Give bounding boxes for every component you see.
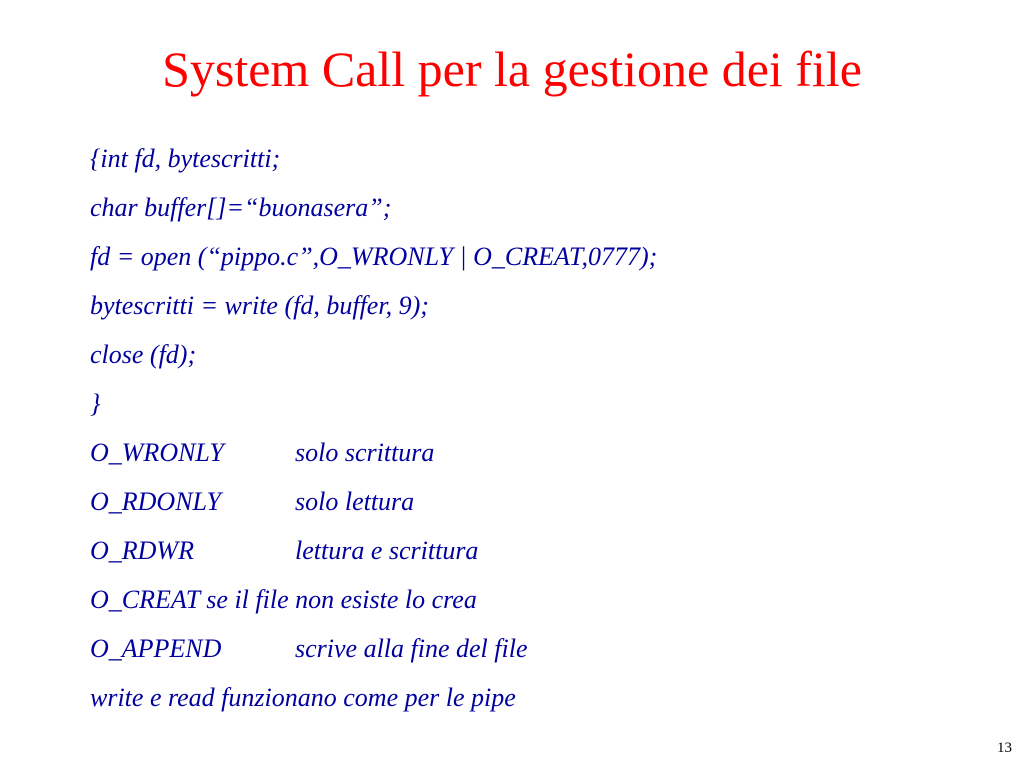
- closing-note: write e read funzionano come per le pipe: [90, 683, 516, 712]
- flag-row: [90, 477, 990, 526]
- flag-description: scrive alla fine del file: [295, 634, 528, 663]
- slide-title: System Call per la gestione dei file: [162, 41, 862, 97]
- creat-note: O_CREAT se il file non esiste lo crea: [90, 585, 477, 614]
- flag-description: lettura e scrittura: [295, 536, 479, 565]
- flag-row: [90, 428, 990, 477]
- flag-name: O_RDONLY: [90, 487, 221, 516]
- flag-row: [90, 526, 990, 575]
- page-number: 13: [997, 740, 1012, 756]
- code-line: bytescritti = write (fd, buffer, 9);: [90, 291, 429, 320]
- code-line: }: [90, 389, 101, 418]
- code-line: fd = open (“pippo.c”,O_WRONLY | O_CREAT,0777);: [90, 242, 658, 271]
- code-line: char buffer[]=“buonasera”;: [90, 193, 392, 222]
- flag-name: O_RDWR: [90, 536, 194, 565]
- code-line: close (fd);: [90, 340, 197, 369]
- flag-name: O_APPEND: [90, 634, 222, 663]
- code-line: {int fd, bytescritti;: [90, 144, 281, 173]
- flag-description: solo lettura: [295, 487, 415, 516]
- flag-row: [90, 624, 990, 673]
- slide-body: [90, 134, 990, 722]
- flag-name: O_WRONLY: [90, 438, 224, 467]
- flag-description: solo scrittura: [295, 438, 435, 467]
